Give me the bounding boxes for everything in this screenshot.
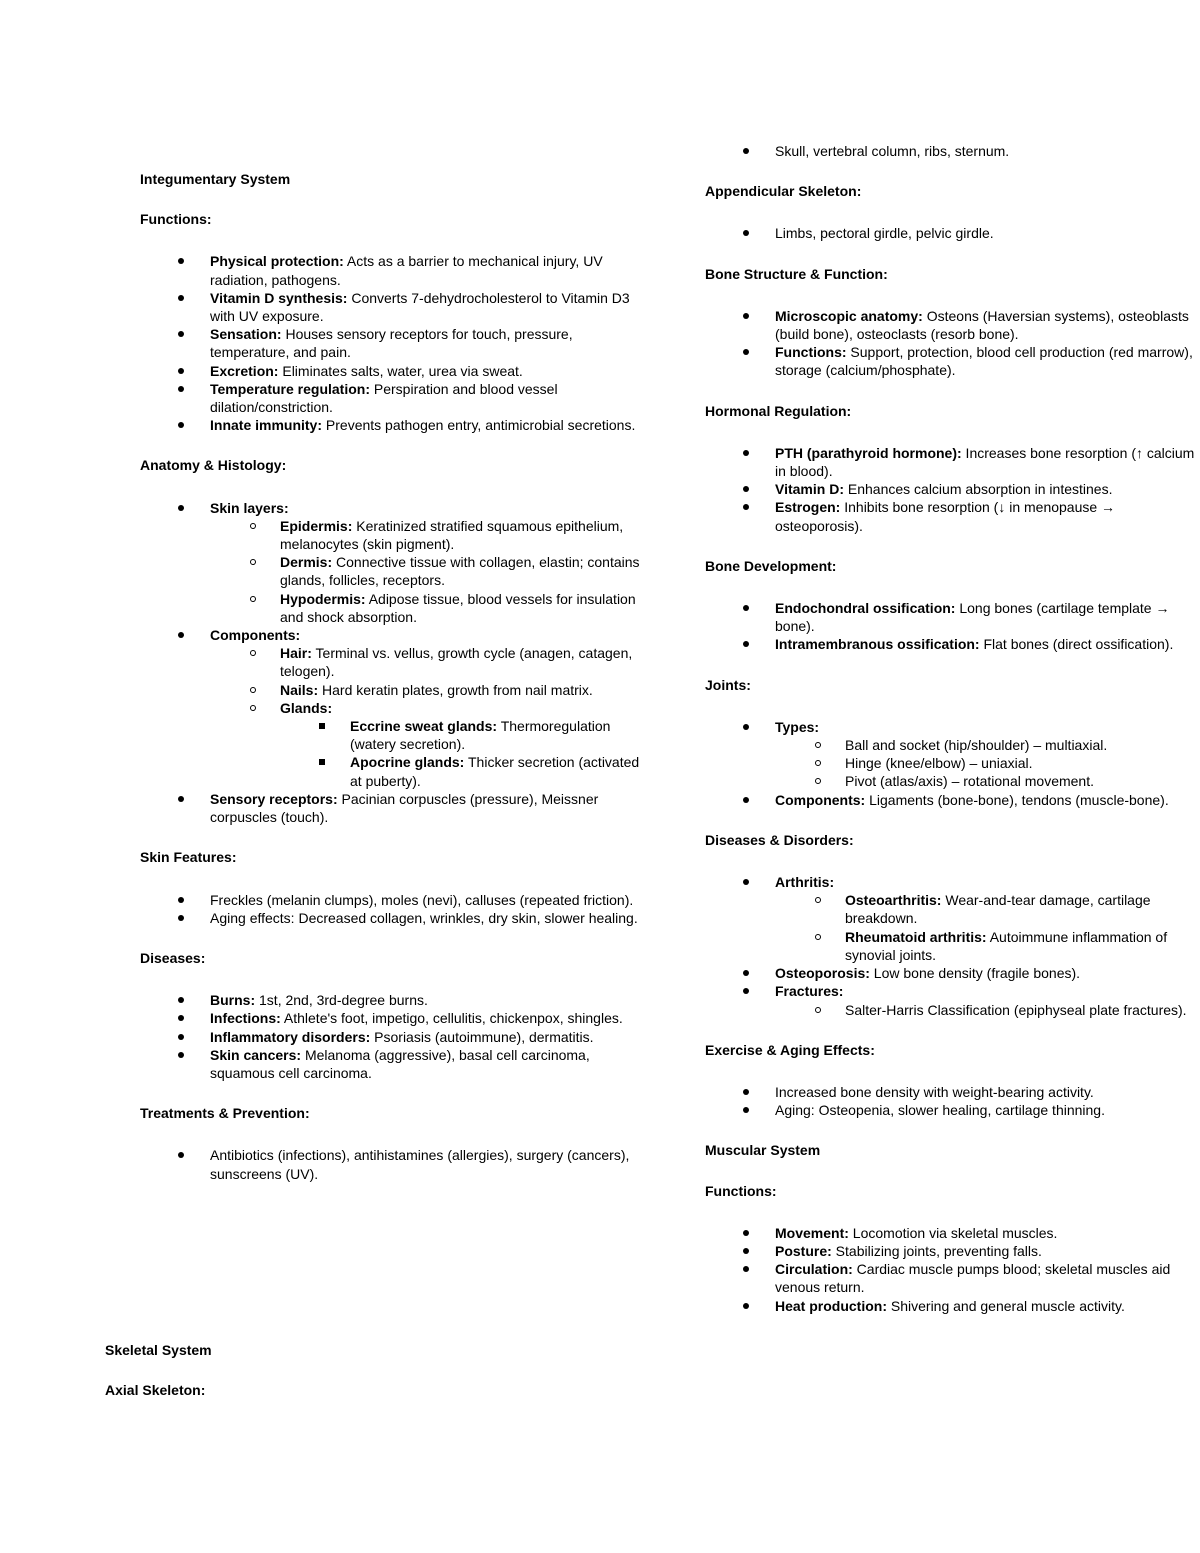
skeletal-section — [105, 1341, 605, 1399]
bone-development-heading: Bone Development: — [705, 557, 837, 574]
arthritis-list — [775, 891, 1200, 964]
list-item: Eccrine sweat glands: Thermoregulation (watery secretion). — [280, 717, 640, 753]
appendicular-heading: Appendicular Skeleton: — [705, 183, 862, 200]
functions-list — [140, 252, 640, 434]
appendicular-list — [705, 224, 1200, 242]
muscular-title: Muscular System — [705, 1142, 821, 1159]
functions-heading: Functions: — [140, 211, 212, 228]
axial-list — [705, 142, 1200, 160]
list-item: Glands: Eccrine sweat glands: Thermoregulation (watery secretion). Apocrine glands: Thicker secretion (activated at puberty). — [210, 699, 640, 790]
anatomy-heading: Anatomy & Histology: — [140, 457, 287, 474]
exercise-list — [705, 1083, 1200, 1119]
list-item: Antibiotics (infections), antihistamines (allergies), surgery (cancers), sunscreens (UV). — [140, 1146, 640, 1182]
list-item: Nails: Hard keratin plates, growth from nail matrix. — [210, 681, 640, 699]
right-column — [705, 142, 1200, 1315]
diseases-list — [140, 991, 640, 1082]
list-item: Vitamin D synthesis: Converts 7-dehydrocholesterol to Vitamin D3 with UV exposure. — [140, 289, 640, 325]
anatomy-list — [140, 499, 640, 827]
bone-development-list — [705, 599, 1200, 654]
list-item: Burns: 1st, 2nd, 3rd-degree burns. — [140, 991, 640, 1009]
hormonal-list — [705, 444, 1200, 535]
muscular-functions-heading: Functions: — [705, 1182, 777, 1199]
muscular-functions-list — [705, 1224, 1200, 1315]
list-item: Sensory receptors: Pacinian corpuscles (pressure), Meissner corpuscles (touch). — [140, 790, 640, 826]
bone-structure-heading: Bone Structure & Function: — [705, 265, 888, 282]
diseases-heading: Diseases: — [140, 949, 206, 966]
list-item: Hair: Terminal vs. vellus, growth cycle (anagen, catagen, telogen). — [210, 644, 640, 680]
list-item: Freckles (melanin clumps), moles (nevi), calluses (repeated friction). — [140, 891, 640, 909]
joint-types-list — [775, 736, 1200, 791]
list-item: Excretion: Eliminates salts, water, urea via sweat. — [140, 362, 640, 380]
list-item: Components: Hair: Terminal vs. vellus, growth cycle (anagen, catagen, telogen). Nails: Hard keratin plates, growth from nail matrix. Glands: Eccrine sweat glands: Thermoregulation (watery secretion). Apocrine glands: Thicker secretion (activated at puberty). — [140, 626, 640, 790]
list-item: Skin cancers: Melanoma (aggressive), basal cell carcinoma, squamous cell carcinoma. — [140, 1046, 640, 1082]
joints-heading: Joints: — [705, 676, 751, 693]
list-item: Sensation: Houses sensory receptors for touch, pressure, temperature, and pain. — [140, 325, 640, 361]
axial-heading: Axial Skeleton: — [105, 1382, 206, 1399]
list-item: Physical protection: Acts as a barrier to mechanical injury, UV radiation, pathogens. — [140, 252, 640, 288]
list-item: Osteoporosis: Low bone density (fragile bones). — [705, 964, 1200, 982]
integumentary-title: Integumentary System — [140, 171, 291, 187]
skin-layers-list — [210, 517, 640, 626]
list-item: Intramembranous ossification: Flat bones (direct ossification). — [705, 635, 1200, 653]
list-item: Increased bone density with weight-bearing activity. — [705, 1083, 1200, 1101]
joints-list — [705, 718, 1200, 809]
list-item: Endochondral ossification: Long bones (cartilage template → bone). — [705, 599, 1200, 635]
left-column — [140, 170, 640, 1183]
list-item: Aging: Osteopenia, slower healing, cartilage thinning. — [705, 1101, 1200, 1119]
components-list — [210, 644, 640, 790]
list-item: Skin layers: Epidermis: Keratinized stratified squamous epithelium, melanocytes (skin pigment). Dermis: Connective tissue with collagen, elastin; contains glands, follicles, receptors. Hypodermis: Adipose tissue, blood vessels for insulation and shock absorption. — [140, 499, 640, 626]
disorders-heading: Diseases & Disorders: — [705, 831, 854, 848]
list-item: Hinge (knee/elbow) – uniaxial. — [775, 754, 1200, 772]
list-item: Functions: Support, protection, blood cell production (red marrow), storage (calcium/phosphate). — [705, 343, 1200, 379]
hormonal-heading: Hormonal Regulation: — [705, 402, 852, 419]
list-item: Ball and socket (hip/shoulder) – multiaxial. — [775, 736, 1200, 754]
list-item: Inflammatory disorders: Psoriasis (autoimmune), dermatitis. — [140, 1028, 640, 1046]
bone-structure-list — [705, 307, 1200, 380]
list-item: Microscopic anatomy: Osteons (Haversian systems), osteoblasts (build bone), osteoclasts (resorb bone). — [705, 307, 1200, 343]
list-item: Posture: Stabilizing joints, preventing falls. — [705, 1242, 1200, 1260]
list-item: Fractures: Salter-Harris Classification (epiphyseal plate fractures). — [705, 982, 1200, 1018]
treatments-heading: Treatments & Prevention: — [140, 1105, 310, 1122]
glands-list — [280, 717, 640, 790]
list-item: Heat production: Shivering and general muscle activity. — [705, 1297, 1200, 1315]
list-item: Estrogen: Inhibits bone resorption (↓ in menopause → osteoporosis). — [705, 498, 1200, 534]
list-item: Salter-Harris Classification (epiphyseal plate fractures). — [775, 1001, 1200, 1019]
list-item: Vitamin D: Enhances calcium absorption in intestines. — [705, 480, 1200, 498]
skin-features-heading: Skin Features: — [140, 849, 237, 866]
list-item: Components: Ligaments (bone-bone), tendons (muscle-bone). — [705, 791, 1200, 809]
list-item: Movement: Locomotion via skeletal muscles. — [705, 1224, 1200, 1242]
list-item: Innate immunity: Prevents pathogen entry, antimicrobial secretions. — [140, 416, 640, 434]
list-item: Aging effects: Decreased collagen, wrinkles, dry skin, slower healing. — [140, 909, 640, 927]
fractures-list — [775, 1001, 1200, 1019]
list-item: Arthritis: Osteoarthritis: Wear-and-tear damage, cartilage breakdown. Rheumatoid arthritis: Autoimmune inflammation of synovial joints. — [705, 873, 1200, 964]
list-item: Circulation: Cardiac muscle pumps blood; skeletal muscles aid venous return. — [705, 1260, 1200, 1296]
list-item: Dermis: Connective tissue with collagen, elastin; contains glands, follicles, receptors. — [210, 553, 640, 589]
list-item: Pivot (atlas/axis) – rotational movement. — [775, 772, 1200, 790]
list-item: Temperature regulation: Perspiration and blood vessel dilation/constriction. — [140, 380, 640, 416]
list-item: Skull, vertebral column, ribs, sternum. — [705, 142, 1200, 160]
list-item: Epidermis: Keratinized stratified squamous epithelium, melanocytes (skin pigment). — [210, 517, 640, 553]
disorders-list — [705, 873, 1200, 1019]
list-item: Infections: Athlete's foot, impetigo, cellulitis, chickenpox, shingles. — [140, 1009, 640, 1027]
exercise-heading: Exercise & Aging Effects: — [705, 1041, 875, 1058]
list-item: Rheumatoid arthritis: Autoimmune inflammation of synovial joints. — [775, 928, 1200, 964]
list-item: PTH (parathyroid hormone): Increases bone resorption (↑ calcium in blood). — [705, 444, 1200, 480]
list-item: Hypodermis: Adipose tissue, blood vessels for insulation and shock absorption. — [210, 590, 640, 626]
list-item: Osteoarthritis: Wear-and-tear damage, cartilage breakdown. — [775, 891, 1200, 927]
treatments-list — [140, 1146, 640, 1182]
skeletal-title: Skeletal System — [105, 1342, 212, 1358]
list-item: Limbs, pectoral girdle, pelvic girdle. — [705, 224, 1200, 242]
skin-features-list — [140, 891, 640, 927]
list-item: Apocrine glands: Thicker secretion (activated at puberty). — [280, 753, 640, 789]
list-item: Types: Ball and socket (hip/shoulder) – multiaxial. Hinge (knee/elbow) – uniaxial. Pivot (atlas/axis) – rotational movement. — [705, 718, 1200, 791]
